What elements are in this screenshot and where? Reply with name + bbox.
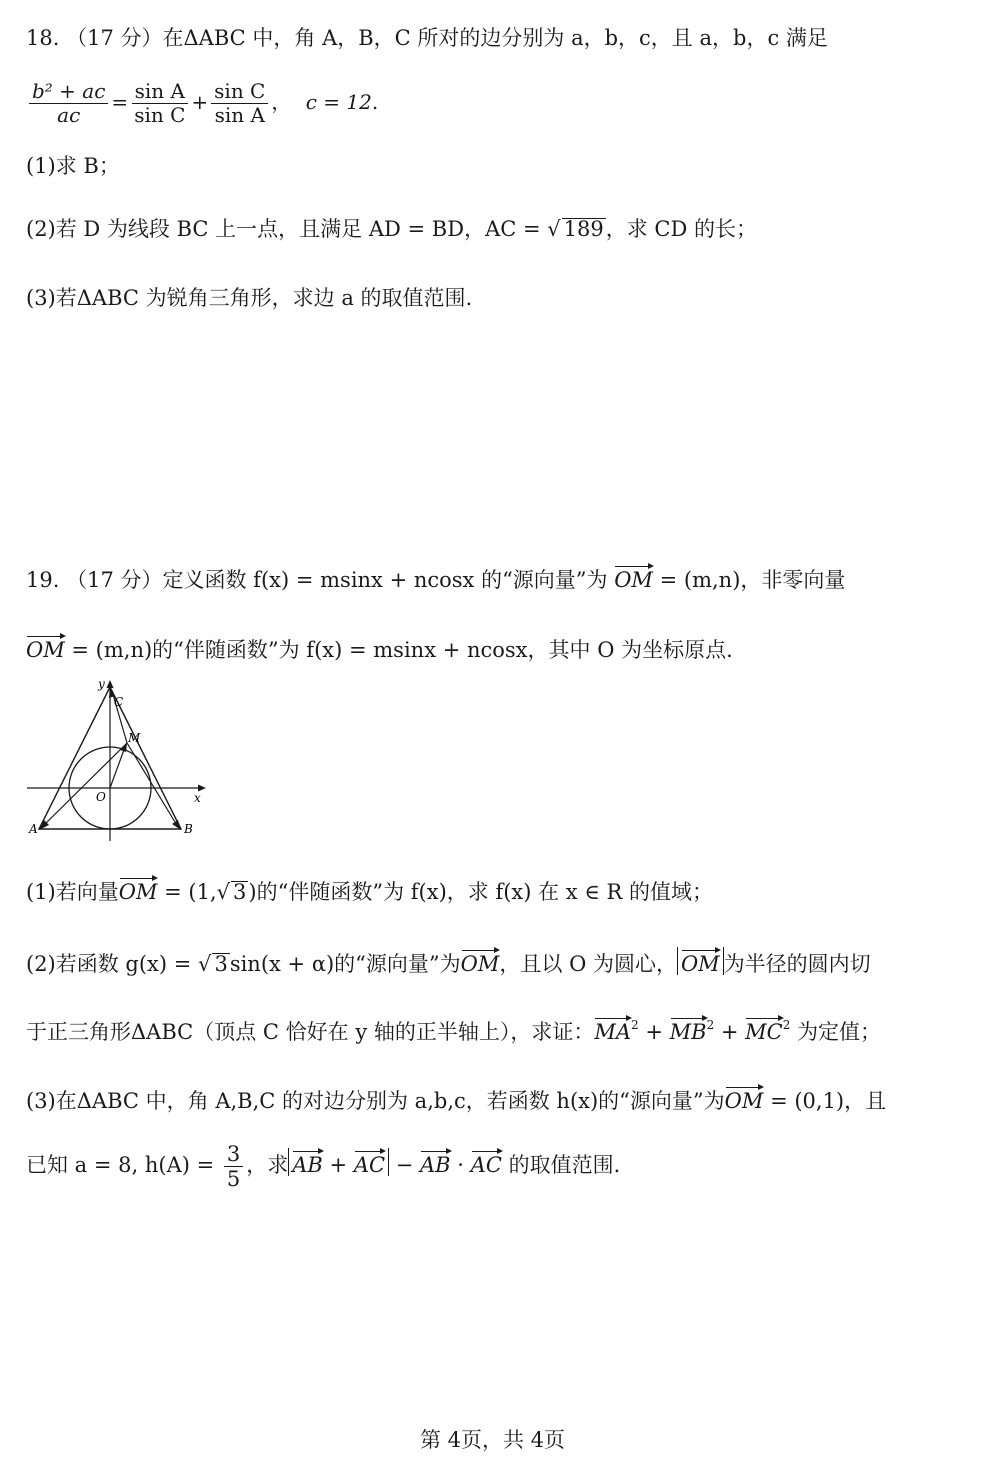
q19-number: 19. xyxy=(26,568,60,592)
q18-part3: (3)若ΔABC 为锐角三角形，求边 a 的取值范围. xyxy=(26,286,473,310)
q19-stem xyxy=(26,565,845,591)
q18-eq-term2 xyxy=(211,80,268,127)
q19-part2-sqrt: 3 xyxy=(214,952,228,976)
q19-part2-text: (2)若函数 g(x) = xyxy=(26,952,199,976)
q19-vector-mb: MB xyxy=(670,1017,707,1043)
q19-part3-fraction xyxy=(224,1142,243,1191)
q18-stem xyxy=(26,28,828,49)
q19-part2-text-d: 为半径的圆内切 xyxy=(723,952,871,976)
q18-eq-term2-den: sin A xyxy=(214,103,265,127)
q19-part3-text-c: 已知 a = 8, h(A) = xyxy=(26,1153,221,1178)
q19-part1: (1)若向量OM = (1,√ 3)的“伴随函数”为 f(x)，求 f(x) 在 x ∈ R 的值域； xyxy=(26,877,713,903)
q18-part2-text: (2)若 D 为线段 BC 上一点，且满足 AD = BD，AC = xyxy=(26,217,548,241)
q19-definition2 xyxy=(26,635,733,661)
q18-part2-sqrt: 189 xyxy=(563,217,604,241)
q18-eq-term1-num: sin A xyxy=(132,80,188,104)
q19-figure xyxy=(22,676,212,841)
figure-label-m: M xyxy=(128,731,141,745)
q19-part1-sqrt: 3 xyxy=(233,880,247,904)
q18-equation: $\frac{\text{b² + ac}}{ac}$ = $\frac{\text{sin A}}{\text{sin C}}$ + $\frac{\text{sin C}}{\text{sin A}}$ ， c = 12. xyxy=(26,80,378,127)
q19-part2-abs-om xyxy=(677,947,724,975)
q18-eq-lhs-den: ac xyxy=(57,103,81,127)
figure-label-a: A xyxy=(29,822,38,836)
figure-label-y: y xyxy=(98,677,105,691)
q19-def-text-end: = (m,n)，非零向量 xyxy=(652,568,846,592)
q18-part1: (1)求 B； xyxy=(26,154,120,178)
page-footer: 第 4页，共 4页 xyxy=(419,1428,566,1452)
q18-eq-term1-den: sin C xyxy=(134,103,186,127)
q19-part2-text-b: sin(x + α)的“源向量”为 xyxy=(229,952,461,976)
q19-part3-text-b: = (0,1)，且 xyxy=(763,1089,887,1113)
q19-vector-om: OM xyxy=(614,565,653,591)
q19-part2-text-f: 为定值； xyxy=(797,1020,882,1044)
figure-label-c: C xyxy=(114,695,124,709)
q18-number: 18. xyxy=(26,26,60,50)
q19-score: （17 分） xyxy=(66,568,163,592)
q19-part3-vector-ac-2: AC xyxy=(471,1150,502,1176)
figure-label-x: x xyxy=(194,791,201,805)
q19-part2: (2)若函数 g(x) = √ 3sin(x + α)的“源向量”为OM，且以 O 为圆心， OM 为半径的圆内切 xyxy=(26,947,871,975)
q19-part3-text-d: ，求 xyxy=(246,1153,289,1178)
q19-part3-text: (3)在ΔABC 中，角 A,B,C 的对边分别为 a,b,c，若函数 h(x)的“源向量”为 xyxy=(26,1089,725,1113)
figure-arrow-m xyxy=(120,743,127,752)
q19-part3-vector-om: OM xyxy=(725,1086,764,1112)
q19-part2-text-c: ，且以 O 为圆心， xyxy=(499,952,677,976)
q19-part3-text-e: 的取值范围. xyxy=(508,1153,621,1178)
q19-part1-vector-om: OM xyxy=(119,877,158,903)
q18-score: （17 分） xyxy=(66,26,163,50)
q19-vector-mc: MC xyxy=(745,1017,783,1043)
q19-part1-text-end: )的“伴随函数”为 f(x)，求 f(x) 在 x ∈ R 的值域； xyxy=(248,880,714,904)
q19-def2-text: = (m,n)的“伴随函数”为 f(x) = msinx + ncosx，其中 O 为坐标原点. xyxy=(64,638,733,662)
q19-part1-text: (1)若向量 xyxy=(26,880,119,904)
figure-vector-mb xyxy=(127,743,178,827)
q19-def-text: 定义函数 f(x) = msinx + ncosx 的“源向量”为 xyxy=(162,568,615,592)
q19-part3-abs-sum: AB + AC xyxy=(288,1148,389,1176)
q19-part2-vector-om: OM xyxy=(461,949,500,975)
q19-vector-ma: MA xyxy=(594,1017,631,1043)
q18-stem-text: 在ΔABC 中，角 A，B，C 所对的边分别为 a，b，c，且 a，b，c 满足 xyxy=(162,26,828,50)
q19-part2-continued: 于正三角形ΔABC（顶点 C 恰好在 y 轴的正半轴上），求证：$MA^2 + MB^2 + MC^2$ 为定值； xyxy=(26,1018,882,1044)
q19-part3-vector-ab: AB xyxy=(292,1150,323,1176)
q18-part2: (2)若 D 为线段 BC 上一点，且满足 AD = BD，AC = √ 189，求 CD 的长； xyxy=(26,217,757,241)
q18-eq-term1 xyxy=(131,80,188,127)
q19-part2-abs-vector-om: OM xyxy=(681,949,720,975)
q19-part3-frac-num: 3 xyxy=(224,1142,243,1167)
q19-part1-coord: = (1, xyxy=(157,880,217,904)
q19-part3 xyxy=(26,1086,886,1112)
q18-eq-c: c = 12. xyxy=(305,90,379,114)
q18-eq-term2-num: sin C xyxy=(211,80,268,104)
figure-label-o: O xyxy=(96,790,106,804)
q19-part3-continued: 已知 a = 8, h(A) = $\frac{3}{5}$ ，求 AB + AC − AB · AC 的取值范围. xyxy=(26,1142,621,1192)
q18-part2-text-end: ，求 CD 的长； xyxy=(605,217,757,241)
q19-part3-frac-den: 5 xyxy=(226,1167,241,1192)
q19-vector-om-2: OM xyxy=(26,635,65,661)
q19-part3-vector-ac: AC xyxy=(354,1150,385,1176)
q18-eq-lhs xyxy=(29,80,108,127)
figure-label-b: B xyxy=(184,822,193,836)
q18-eq-lhs-num: b² + ac xyxy=(29,80,108,104)
q19-part2-text-e: 于正三角形ΔABC（顶点 C 恰好在 y 轴的正半轴上），求证： xyxy=(26,1020,595,1044)
q19-part3-vector-ab-2: AB xyxy=(420,1150,451,1176)
